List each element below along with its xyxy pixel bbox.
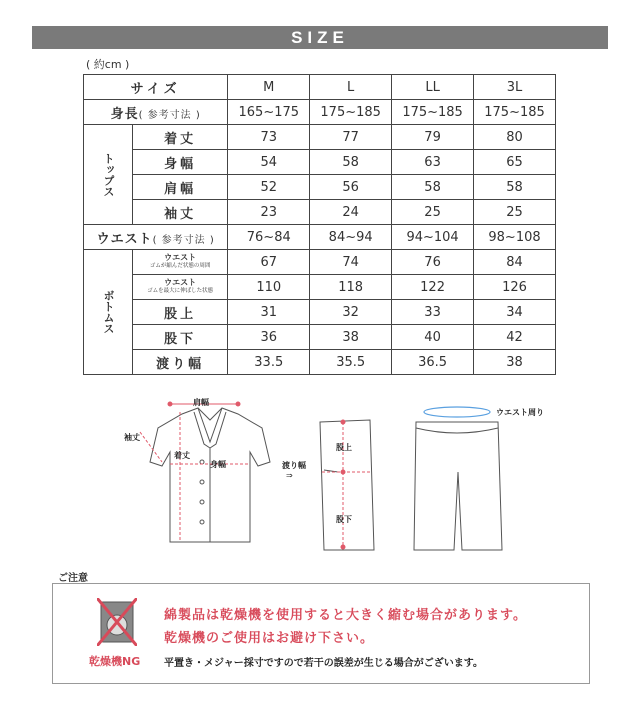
table-cell: 25 — [474, 200, 556, 225]
row-label-sub: ゴムを最大に伸ばした状態 — [147, 288, 214, 294]
pants-side-illustration — [320, 420, 374, 550]
notice-line-2: 乾燥機のご使用はお避け下さい。 — [164, 631, 375, 646]
pants-front-illustration — [414, 422, 502, 550]
pants-inseam-label: 股下 — [336, 515, 352, 524]
row-label: 着丈 — [133, 125, 228, 150]
pants-waist-label: ウエスト周り — [496, 408, 544, 417]
table-cell: 74 — [310, 250, 392, 275]
table-header-row — [84, 75, 556, 100]
row-label: 肩幅 — [133, 175, 228, 200]
table-row-height — [84, 100, 556, 125]
header-size-label: サイズ — [84, 75, 228, 100]
table-cell: 58 — [474, 175, 556, 200]
table-cell: 98~108 — [474, 225, 556, 250]
table-cell: 76 — [392, 250, 474, 275]
waist-label-text: ウエスト — [96, 231, 153, 247]
table-cell: 33.5 — [228, 350, 310, 375]
table-cell: 42 — [474, 325, 556, 350]
height-label — [84, 100, 228, 125]
table-cell: 175~185 — [310, 100, 392, 125]
tops-group-label: トップス — [84, 125, 133, 225]
header-size-3l: 3L — [474, 75, 556, 100]
table-cell: 56 — [310, 175, 392, 200]
table-cell: 32 — [310, 300, 392, 325]
table-cell: 126 — [474, 275, 556, 300]
table-cell: 67 — [228, 250, 310, 275]
header-size-m: M — [228, 75, 310, 100]
table-cell: 110 — [228, 275, 310, 300]
notice-box — [52, 583, 590, 684]
row-label-text: ウエスト — [164, 253, 197, 262]
table-cell: 84 — [474, 250, 556, 275]
unit-note: ( 約cm ) — [86, 58, 130, 71]
table-cell: 80 — [474, 125, 556, 150]
table-cell: 36.5 — [392, 350, 474, 375]
row-label: 股下 — [133, 325, 228, 350]
shirt-shoulder-label: 肩幅 — [193, 398, 209, 407]
table-cell: 175~185 — [474, 100, 556, 125]
row-label-text: ウエスト — [164, 278, 197, 287]
table-cell: 33 — [392, 300, 474, 325]
height-label-text: 身長 — [110, 106, 139, 122]
pants-rise-label: 股上 — [336, 443, 352, 452]
table-cell: 76~84 — [228, 225, 310, 250]
table-cell: 25 — [392, 200, 474, 225]
height-label-note: ( 参考寸法 ) — [138, 109, 201, 121]
table-row — [84, 350, 556, 375]
waist-label — [84, 225, 228, 250]
table-cell: 38 — [310, 325, 392, 350]
table-row — [84, 200, 556, 225]
measurement-diagram — [110, 392, 570, 557]
shirt-sleeve-label: 袖丈 — [124, 433, 140, 442]
table-row — [84, 125, 556, 150]
table-row — [84, 275, 556, 300]
table-row — [84, 325, 556, 350]
arrow-icon: ⇒ — [286, 471, 293, 480]
bottoms-group-label: ボトムス — [84, 250, 133, 375]
table-cell: 24 — [310, 200, 392, 225]
table-cell: 84~94 — [310, 225, 392, 250]
table-cell: 34 — [474, 300, 556, 325]
dryer-ng-icon — [97, 598, 137, 646]
pants-thigh-label: 渡り幅 — [282, 461, 306, 470]
table-cell: 40 — [392, 325, 474, 350]
row-label: 身幅 — [133, 150, 228, 175]
table-cell: 23 — [228, 200, 310, 225]
dryer-ng-label: 乾燥機NG — [89, 655, 141, 668]
table-row — [84, 300, 556, 325]
table-cell: 54 — [228, 150, 310, 175]
table-row — [84, 250, 556, 275]
waist-loop-icon — [424, 407, 490, 417]
table-cell: 63 — [392, 150, 474, 175]
shirt-width-label: 身幅 — [210, 460, 226, 469]
table-cell: 79 — [392, 125, 474, 150]
table-cell: 122 — [392, 275, 474, 300]
header-size-l: L — [310, 75, 392, 100]
row-label: 股上 — [133, 300, 228, 325]
size-table — [83, 74, 556, 375]
table-cell: 94~104 — [392, 225, 474, 250]
table-cell: 36 — [228, 325, 310, 350]
size-banner: SIZE — [32, 26, 608, 49]
table-cell: 38 — [474, 350, 556, 375]
table-cell: 58 — [310, 150, 392, 175]
table-cell: 35.5 — [310, 350, 392, 375]
table-row — [84, 150, 556, 175]
table-row-waist — [84, 225, 556, 250]
row-label-sub: ゴムが縮んだ状態の周囲 — [149, 263, 211, 269]
notice-title: ご注意 — [58, 573, 88, 584]
header-size-ll: LL — [392, 75, 474, 100]
table-cell: 58 — [392, 175, 474, 200]
table-cell: 31 — [228, 300, 310, 325]
row-label — [133, 250, 228, 275]
shirt-illustration — [150, 408, 270, 542]
table-cell: 118 — [310, 275, 392, 300]
notice-line-3: 平置き・メジャー採寸ですので若干の誤差が生じる場合がございます。 — [164, 658, 483, 669]
row-label: 渡り幅 — [133, 350, 228, 375]
notice-line-1: 綿製品は乾燥機を使用すると大きく縮む場合があります。 — [164, 608, 527, 623]
table-cell: 77 — [310, 125, 392, 150]
table-cell: 65 — [474, 150, 556, 175]
table-cell: 175~185 — [392, 100, 474, 125]
row-label: 袖丈 — [133, 200, 228, 225]
row-label — [133, 275, 228, 300]
table-cell: 73 — [228, 125, 310, 150]
shirt-length-label: 着丈 — [174, 451, 190, 460]
waist-label-note: ( 参考寸法 ) — [152, 234, 215, 246]
table-row — [84, 175, 556, 200]
table-cell: 165~175 — [228, 100, 310, 125]
table-cell: 52 — [228, 175, 310, 200]
